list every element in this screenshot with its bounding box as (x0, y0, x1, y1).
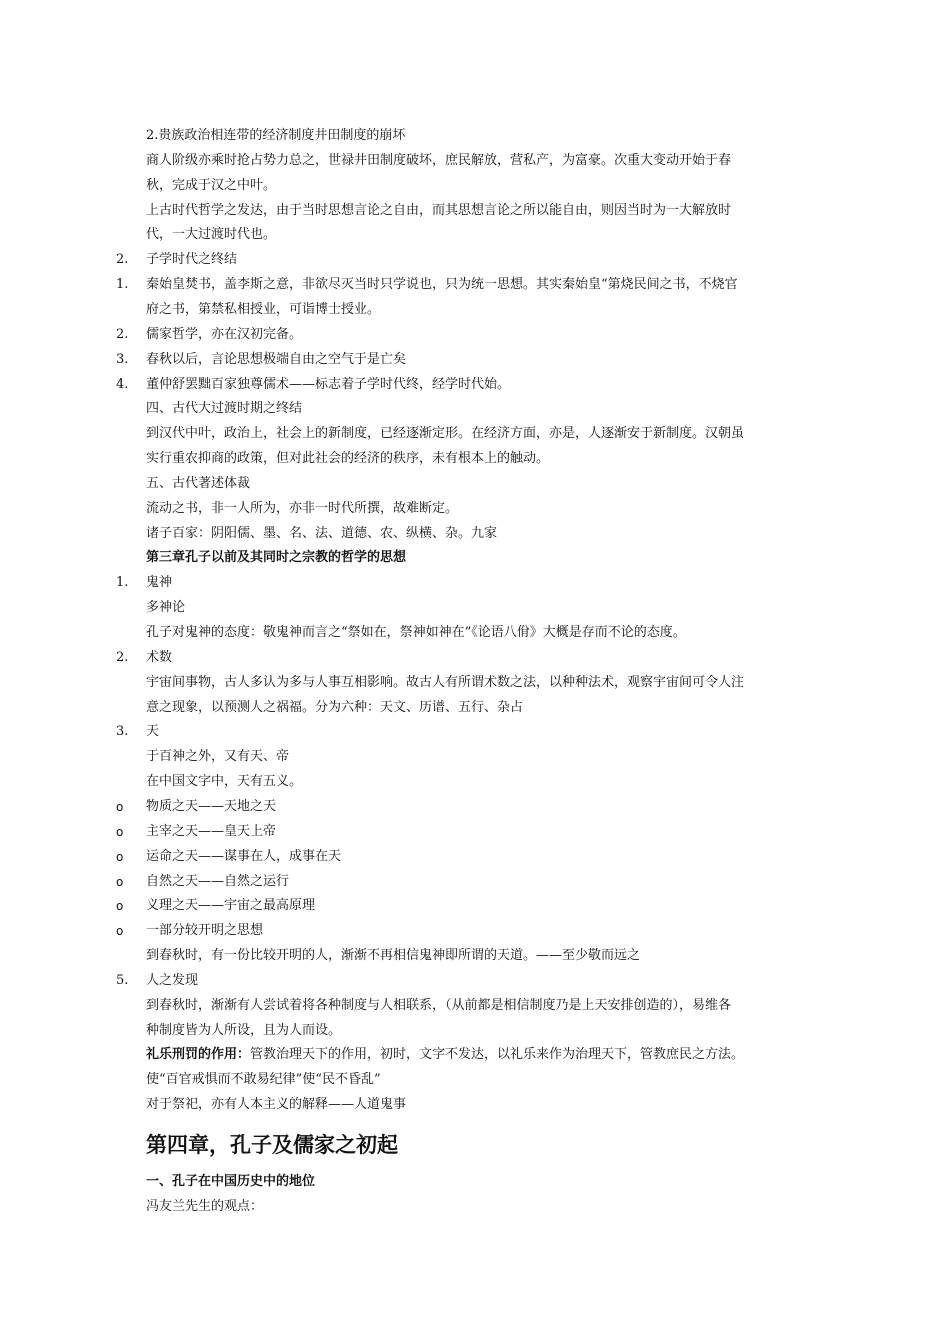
paragraph-line (0, 621, 950, 645)
paragraph-line (0, 223, 950, 247)
bullet-marker: o (116, 799, 124, 814)
paragraph-line (0, 174, 950, 198)
line-text: 物质之天——天地之天 (146, 798, 277, 814)
paragraph-line (0, 373, 950, 397)
paragraph-line (0, 770, 950, 794)
paragraph-line (0, 1043, 950, 1067)
paragraph-line (0, 447, 950, 471)
paragraph-line (0, 795, 950, 819)
paragraph-line (0, 994, 950, 1018)
paragraph-line (0, 1068, 950, 1092)
line-text: 子学时代之终结 (146, 252, 238, 268)
line-text: 诸子百家：阴阳儒、墨、名、法、道德、农、纵横、杂。九家 (146, 525, 498, 541)
bold-term: 礼乐刑罚的作用： (146, 1047, 251, 1063)
paragraph-line (0, 497, 950, 521)
bullet-marker: o (116, 924, 124, 939)
line-text: 实行重农抑商的政策，但对此社会的经济的秩序，未有根本上的触动。 (146, 451, 550, 467)
list-number: 2. (116, 326, 129, 342)
line-text: 四、古代大过渡时期之终结 (146, 401, 303, 417)
list-number: 4. (116, 376, 129, 392)
paragraph-line (0, 1093, 950, 1117)
line-text: 五、古代著述体裁 (146, 475, 251, 491)
paragraph-line (0, 248, 950, 272)
line-text: 一部分较开明之思想 (146, 923, 264, 939)
paragraph-line (0, 671, 950, 695)
paragraph-line (0, 397, 950, 421)
line-text: 秦始皇焚书，盖李斯之意，非欲尽灭当时只学说也，只为统一思想。其实秦始皇“第烧民间之书，不烧官 (146, 277, 738, 293)
line-text: 人之发现 (146, 972, 199, 988)
paragraph-line (0, 944, 950, 968)
line-text: 府之书，第禁私相授业，可诣博士授业。 (146, 301, 381, 317)
line-text: 种制度皆为人所设，且为人而设。 (146, 1022, 342, 1038)
chapter-four-heading: 第四章，孔子及儒家之初起 (146, 1132, 398, 1157)
paragraph-line (0, 1019, 950, 1043)
bullet-marker: o (116, 874, 124, 889)
paragraph-line (0, 646, 950, 670)
paragraph-line (0, 472, 950, 496)
list-number: 2. (116, 252, 129, 268)
line-text: 意之现象，以预测人之祸福。分为六种：天文、历谱、五行、杂占 (146, 699, 524, 715)
line-text: 到春秋时，渐渐有人尝试着将各种制度与人相联系，（从前都是相信制度乃是上天安排创造的），易维各 (146, 997, 732, 1013)
list-number: 2. (116, 649, 129, 665)
line-text: 流动之书，非一人所为，亦非一时代所撰，故难断定。 (146, 500, 459, 516)
line-text: 主宰之天——皇天上帝 (146, 823, 277, 839)
paragraph-line (0, 845, 950, 869)
paragraph-line (0, 124, 950, 148)
line-text: 到春秋时，有一份比较开明的人，渐渐不再相信鬼神即所谓的天道。——至少敬而远之 (146, 948, 641, 964)
paragraph-line (0, 298, 950, 322)
paragraph-line: 冯友兰先生的观点： (146, 1199, 264, 1214)
line-text: 到汉代中叶，政治上，社会上的新制度，已经逐渐定形。在经济方面，亦是，人逐渐安于新制度。汉朝虽 (146, 426, 745, 442)
paragraph-line (0, 273, 950, 297)
line-text: 鬼神 (146, 575, 173, 591)
paragraph-line (0, 546, 950, 570)
list-number: 1. (116, 575, 129, 591)
line-text: 2.贵族政治相连带的经济制度井田制度的崩坏 (146, 128, 406, 143)
list-number: 3. (116, 351, 129, 367)
paragraph-line (0, 820, 950, 844)
line-text: 自然之天——自然之运行 (146, 873, 290, 889)
line-text: 义理之天——宇宙之最高原理 (146, 898, 316, 914)
paragraph-line (0, 745, 950, 769)
line-text: 使“百官戒惧而不敢易纪律”使“民不昏乱” (146, 1072, 381, 1088)
line-text: 运命之天——谋事在人，成事在天 (146, 848, 342, 864)
paragraph-line (0, 969, 950, 993)
line-text (146, 1043, 744, 1067)
paragraph-line (0, 422, 950, 446)
bullet-marker: o (116, 899, 124, 914)
line-text: 儒家哲学，亦在汉初完备。 (146, 326, 303, 342)
section-heading: 一、孔子在中国历史中的地位 (146, 1174, 316, 1189)
paragraph-line (0, 919, 950, 943)
bullet-marker: o (116, 824, 124, 839)
line-text: 孔子对鬼神的态度：敬鬼神而言之“祭如在，祭神如神在”《论语八佾》大概是存而不论的态度。 (146, 625, 686, 640)
paragraph-line (0, 571, 950, 595)
line-text: 天 (146, 724, 160, 740)
line-text: 秋，完成于汉之中叶。 (146, 177, 277, 193)
line-text: 代，一大过渡时代也。 (146, 227, 277, 243)
line-text: 术数 (146, 649, 173, 665)
paragraph-line (0, 596, 950, 620)
list-number: 3. (116, 724, 129, 740)
list-number: 1. (116, 277, 129, 293)
bullet-marker: o (116, 849, 124, 864)
line-text: 在中国文字中，天有五义。 (146, 774, 303, 790)
paragraph-line (0, 696, 950, 720)
line-text: 商人阶级亦乘时抢占势力总之，世禄井田制度破坏，庶民解放，营私产，为富豪。次重大变动开始于春 (146, 152, 732, 168)
chapter-three-heading: 第三章孔子以前及其同时之宗教的哲学的思想 (146, 550, 407, 566)
paragraph-line (0, 870, 950, 894)
paragraph-line (0, 522, 950, 546)
paragraph-line (0, 348, 950, 372)
line-text: 春秋以后，言论思想极端自由之空气于是亡矣 (146, 351, 407, 367)
line-text: 对于祭祀，亦有人本主义的解释——人道鬼事 (146, 1097, 407, 1113)
line-text: 上古时代哲学之发达，由于当时思想言论之自由，而其思想言论之所以能自由，则因当时为一大解放时 (146, 202, 732, 218)
paragraph-line (0, 720, 950, 744)
line-text: 于百神之外，又有天、帝 (146, 749, 290, 765)
list-number: 5. (116, 972, 129, 988)
line-text: 宇宙间事物，古人多认为多与人事互相影响。故古人有所谓术数之法，以种种法术，观察宇宙间可令人注 (146, 674, 745, 690)
paragraph-line (0, 323, 950, 347)
line-text: 多神论 (146, 600, 186, 616)
line-text: 董仲舒罢黜百家独尊儒术——标志着子学时代终，经学时代始。 (146, 376, 511, 392)
paragraph-line (0, 149, 950, 173)
paragraph-line (0, 894, 950, 918)
paragraph-line (0, 199, 950, 223)
line-text-rest: 管教治理天下的作用，初时，文字不发达，以礼乐来作为治理天下，管教庶民之方法。 (250, 1047, 745, 1063)
